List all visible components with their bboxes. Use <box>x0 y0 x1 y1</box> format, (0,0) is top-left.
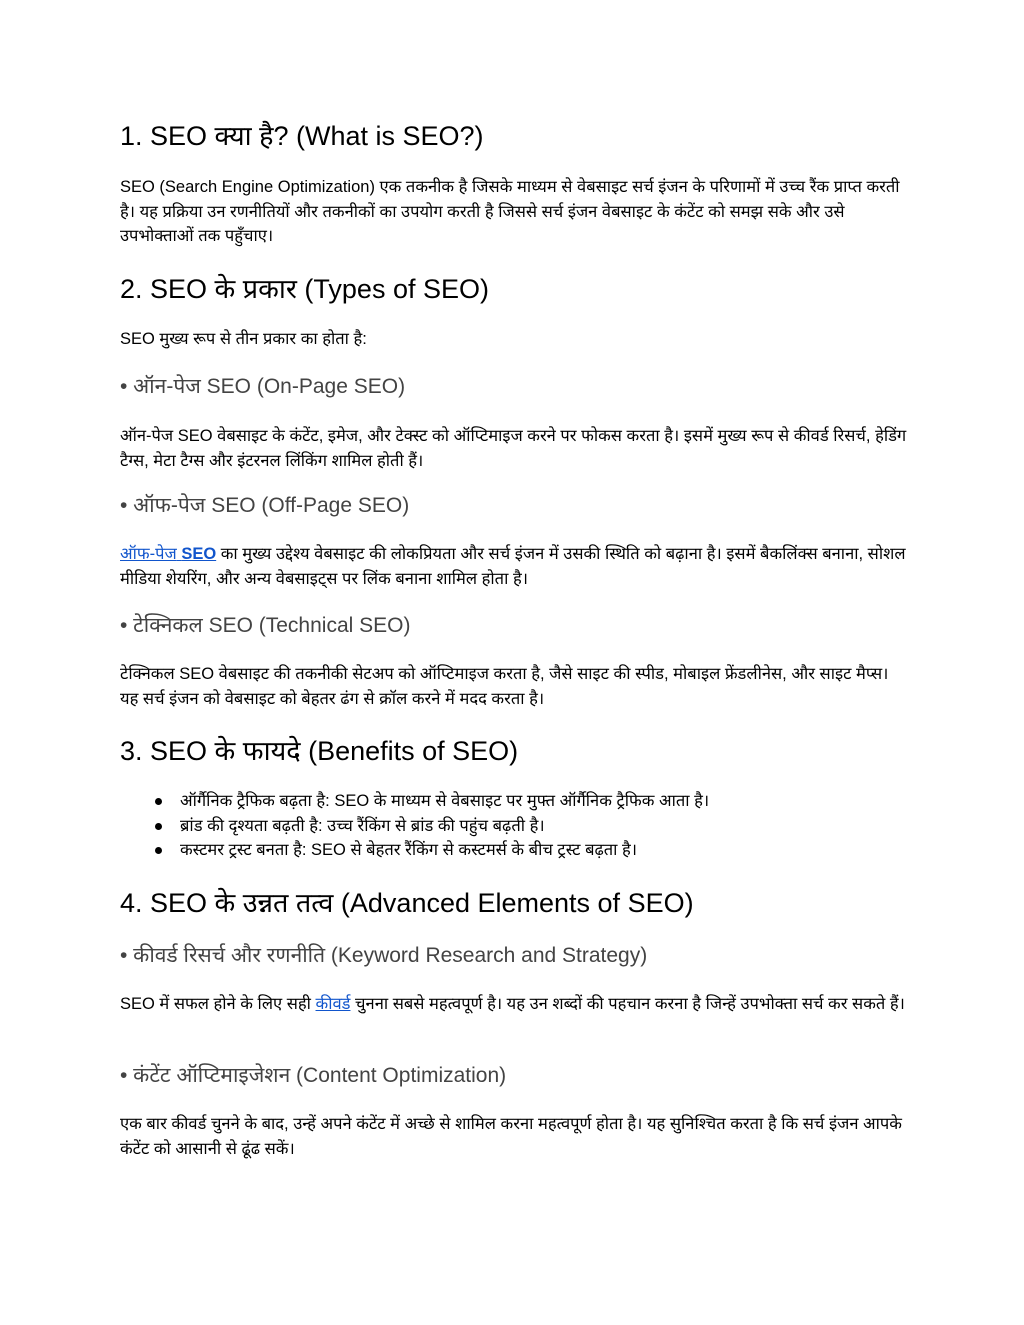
paragraph-types-intro: SEO मुख्य रूप से तीन प्रकार का होता है: <box>120 330 367 348</box>
paragraph-off-page-seo <box>120 542 910 591</box>
list-item <box>120 814 920 839</box>
list-item <box>120 789 920 814</box>
paragraph-technical-seo: टेक्निकल SEO वेबसाइट की तकनीकी सेटअप को ऑप्टिमाइज करता है, जैसे साइट की स्पीड, मोबाइल फ्रेंडलीनेस, और साइट मैप्स। यह सर्च इंजन को वेबसाइट को बेहतर ढंग से क्रॉल करने में मदद करता है। <box>120 665 889 708</box>
heading-types-of-seo: 2. SEO के प्रकार (Types of SEO) <box>120 274 489 304</box>
keyword-link[interactable]: कीवर्ड <box>315 995 351 1013</box>
paragraph-what-is-seo: SEO (Search Engine Optimization) एक तकनीक है जिसके माध्यम से वेबसाइट सर्च इंजन के परिणामों में उच्च रैंक प्राप्त करती है। यह प्रक्रिया उन रणनीतियों और तकनीकों का उपयोग करती है जिससे सर्च इंजन वेबसाइट के कंटेंट को समझ सके और उसे उपभोक्ताओं तक पहुँचाए। <box>120 178 900 245</box>
list-item <box>120 838 920 863</box>
heading-benefits-of-seo: 3. SEO के फायदे (Benefits of SEO) <box>120 736 519 766</box>
subheading-off-page-seo: • ऑफ-पेज SEO (Off-Page SEO) <box>120 494 410 517</box>
bullet-dot-icon <box>155 823 162 830</box>
benefit-text: ब्रांड की दृश्यता बढ़ती है: उच्च रैंकिंग से ब्रांड की पहुंच बढ़ती है। <box>180 816 545 835</box>
bullet-dot-icon <box>155 847 162 854</box>
paragraph-on-page-seo: ऑन-पेज SEO वेबसाइट के कंटेंट, इमेज, और टेक्स्ट को ऑप्टिमाइज करने पर फोकस करता है। इसमें मुख्य रूप से कीवर्ड रिसर्च, हेडिंग टैग्स, मेटा टैग्स और इंटरनल लिंकिंग शामिल होती हैं। <box>120 427 907 470</box>
heading-what-is-seo: 1. SEO क्या है? (What is SEO?) <box>120 121 484 151</box>
paragraph-keyword-research <box>120 992 910 1017</box>
off-page-link-text: ऑफ-पेज <box>120 545 177 563</box>
off-page-paragraph-rest: का मुख्य उद्देश्य वेबसाइट की लोकप्रियता और सर्च इंजन में उसकी स्थिति को बढ़ाना है। इसमें बैकलिंक्स बनाना, सोशल मीडिया शेयरिंग, और अन्य वेबसाइट्स पर लिंक बनाना शामिल होता है। <box>120 545 906 588</box>
subheading-on-page-seo: • ऑन-पेज SEO (On-Page SEO) <box>120 375 406 398</box>
keyword-para-after: चुनना सबसे महत्वपूर्ण है। यह उन शब्दों की पहचान करना है जिन्हें उपभोक्ता सर्च कर सकते हैं। <box>350 995 905 1013</box>
subheading-technical-seo: • टेक्निकल SEO (Technical SEO) <box>120 614 411 637</box>
off-page-link-seo: SEO <box>181 545 217 563</box>
benefits-list <box>120 789 920 863</box>
off-page-seo-link[interactable] <box>120 545 216 563</box>
benefit-text: ऑर्गैनिक ट्रैफिक बढ़ता है: SEO के माध्यम से वेबसाइट पर मुफ्त ऑर्गैनिक ट्रैफिक आता है। <box>180 792 710 810</box>
subheading-keyword-research: • कीवर्ड रिसर्च और रणनीति (Keyword Research and Strategy) <box>120 944 648 967</box>
heading-advanced-elements: 4. SEO के उन्नत तत्व (Advanced Elements of SEO) <box>120 888 694 918</box>
keyword-para-before: SEO में सफल होने के लिए सही <box>120 995 316 1013</box>
subheading-content-optimization: • कंटेंट ऑप्टिमाइजेशन (Content Optimization) <box>120 1064 507 1087</box>
bullet-dot-icon <box>155 798 162 805</box>
benefit-text: कस्टमर ट्रस्ट बनता है: SEO से बेहतर रैंकिंग से कस्टमर्स के बीच ट्रस्ट बढ़ता है। <box>180 841 638 859</box>
paragraph-content-optimization: एक बार कीवर्ड चुनने के बाद, उन्हें अपने कंटेंट में अच्छे से शामिल करना महत्वपूर्ण होता है। यह सुनिश्चित करता है कि सर्च इंजन आपके कंटेंट को आसानी से ढूंढ सकें। <box>120 1115 902 1158</box>
